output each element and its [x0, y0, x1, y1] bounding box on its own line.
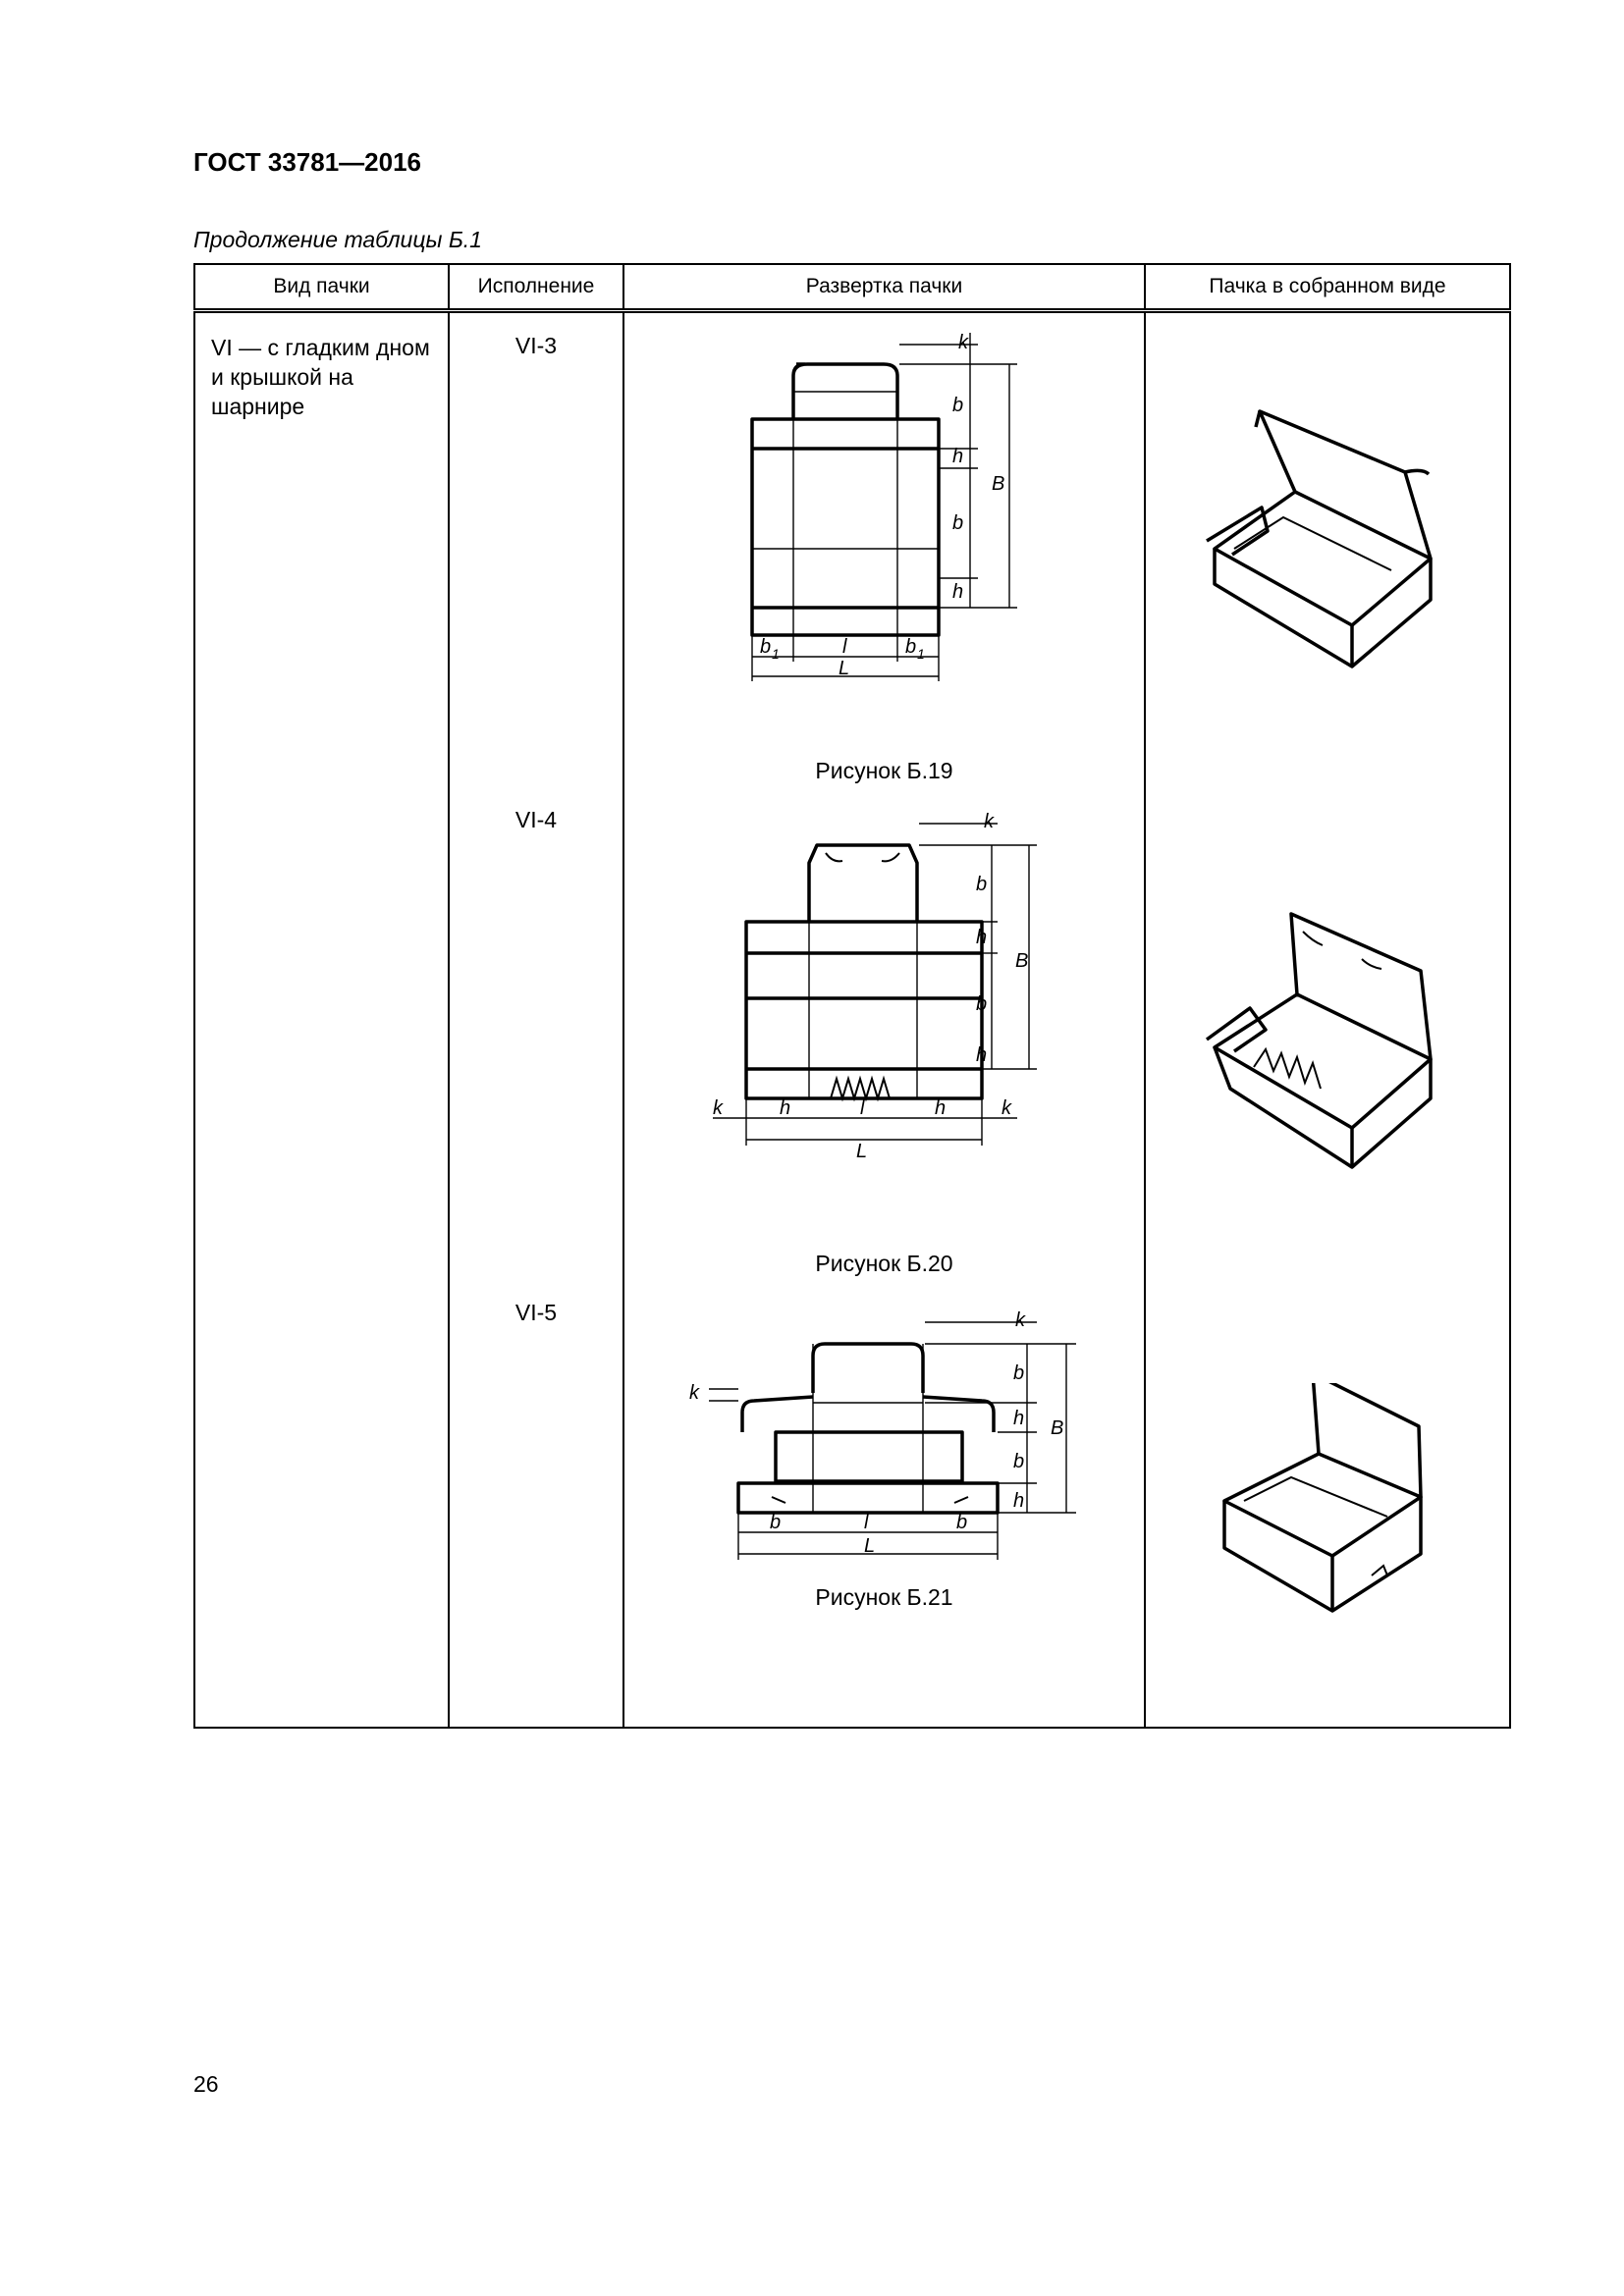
dim-h: h: [935, 1097, 947, 1119]
dim-h: h: [952, 581, 964, 603]
layout-cell: [623, 311, 1145, 1729]
assembled-box-vi-4: [1195, 902, 1470, 1187]
dim-b1: b: [905, 636, 917, 658]
dim-subscript: 1: [772, 646, 780, 662]
dim-h: h: [780, 1097, 791, 1119]
document-header: ГОСТ 33781—2016: [193, 147, 421, 177]
packaging-table: [193, 263, 1511, 1729]
column-header-assembled: Пачка в собранном виде: [1145, 264, 1510, 311]
dim-b: b: [956, 1512, 968, 1533]
dim-b: b: [952, 395, 964, 416]
assembled-box-vi-5: [1195, 1383, 1470, 1668]
variant-vi-5: VI-5: [514, 1300, 558, 1325]
variant-cell: [449, 311, 623, 1729]
dim-L: L: [864, 1535, 876, 1557]
dim-k: k: [689, 1382, 699, 1404]
column-header-variant: Исполнение: [449, 264, 623, 311]
dim-b: b: [770, 1512, 782, 1533]
variant-vi-4: VI-4: [514, 807, 558, 832]
dim-b: b: [1013, 1362, 1025, 1384]
figure-caption-b19: Рисунок Б.19: [815, 758, 953, 783]
figure-b21-drawing: [624, 1275, 1146, 1707]
dim-b: b: [952, 512, 964, 534]
pack-type-text: VI — с гладким дном и крышкой на шарнире: [211, 335, 430, 419]
figure-caption-b20: Рисунок Б.20: [815, 1251, 953, 1276]
figure-caption-b21: Рисунок Б.21: [815, 1584, 953, 1610]
column-header-type: Вид пачки: [194, 264, 449, 311]
assembled-cell: [1145, 311, 1510, 1729]
dim-L: L: [839, 658, 850, 679]
dim-h: h: [976, 1044, 988, 1066]
dim-subscript: 1: [917, 646, 925, 662]
page-number: 26: [193, 2071, 219, 2097]
dim-l: l: [864, 1512, 869, 1533]
assembled-box-vi-3: [1195, 401, 1470, 686]
table-row: [194, 311, 1510, 1729]
variant-vi-3: VI-3: [514, 333, 558, 358]
figure-b20-drawing: [624, 784, 1146, 1197]
dim-k: k: [713, 1097, 723, 1119]
dim-h: h: [952, 446, 964, 467]
dim-l: l: [860, 1097, 865, 1119]
dim-b: b: [976, 874, 988, 895]
table-caption: Продолжение таблицы Б.1: [193, 227, 482, 252]
dim-k: k: [1001, 1097, 1011, 1119]
dim-L: L: [856, 1141, 868, 1162]
pack-type-cell: [194, 311, 449, 1729]
dim-B: B: [1015, 950, 1029, 972]
dim-B: B: [992, 473, 1005, 495]
figure-b19-drawing: [624, 313, 1146, 725]
dim-l: l: [842, 636, 847, 658]
dim-k: k: [958, 332, 968, 353]
dim-h: h: [1013, 1408, 1025, 1429]
dim-h: h: [1013, 1490, 1025, 1512]
dim-h: h: [976, 927, 988, 948]
dim-b: b: [976, 993, 988, 1015]
column-header-layout: Развертка пачки: [623, 264, 1145, 311]
dim-k: k: [984, 811, 994, 832]
dim-k: k: [1015, 1309, 1025, 1331]
table-header-row: [194, 264, 1510, 311]
dim-B: B: [1051, 1417, 1064, 1439]
dim-b: b: [1013, 1451, 1025, 1472]
dim-b1: b: [760, 636, 772, 658]
